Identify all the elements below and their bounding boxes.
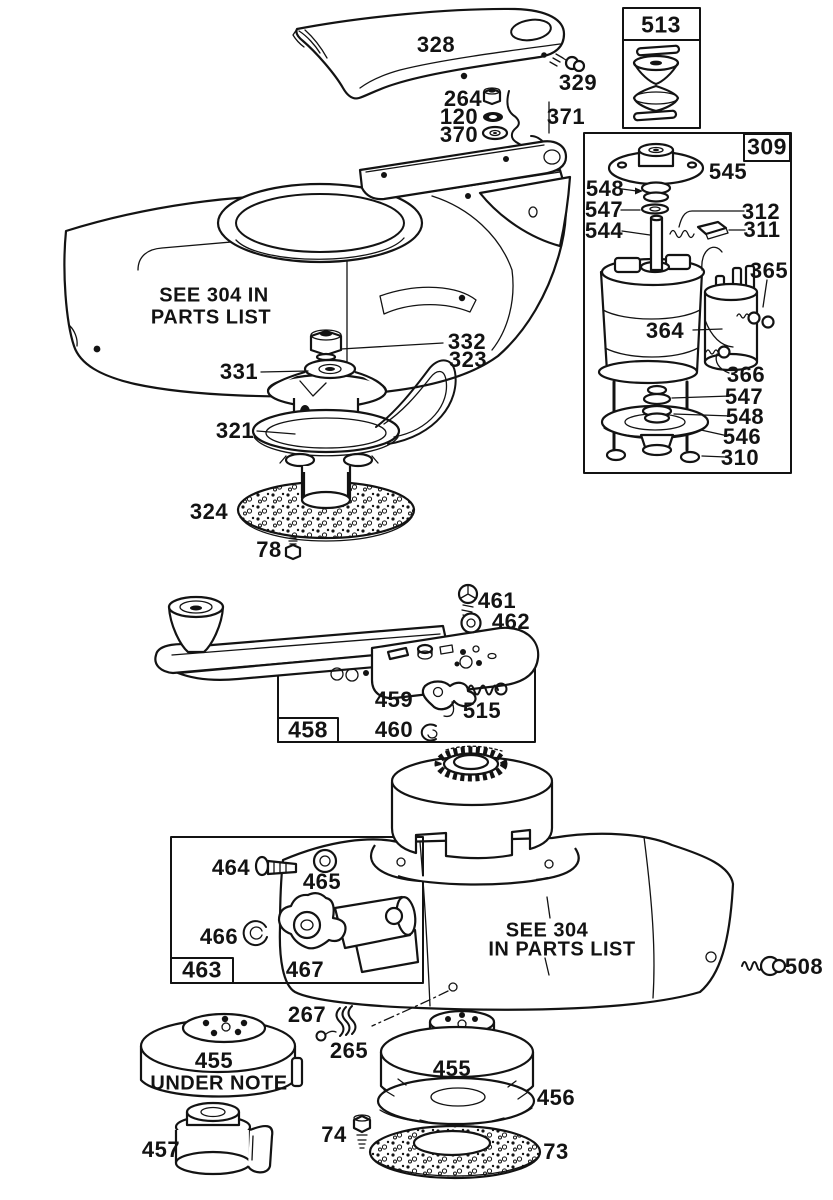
part-label-365: 365 bbox=[749, 258, 789, 283]
part-label-515: 515 bbox=[462, 698, 502, 723]
part-329-screw-drawing bbox=[550, 54, 584, 71]
part-label-462: 462 bbox=[491, 609, 531, 634]
part-label-321: 321 bbox=[215, 418, 255, 443]
part-120-washer-drawing bbox=[483, 112, 503, 122]
part-label-78: 78 bbox=[256, 537, 282, 562]
part-label-311: 311 bbox=[743, 217, 781, 242]
part-label-545: 545 bbox=[708, 159, 748, 184]
part-label-310: 310 bbox=[720, 445, 760, 470]
callout-label-458: 458 bbox=[288, 716, 328, 743]
part-label-265: 265 bbox=[329, 1038, 369, 1063]
part-label-264: 264 bbox=[443, 86, 483, 111]
part-label-456: 456 bbox=[536, 1085, 576, 1110]
part-label-460: 460 bbox=[374, 717, 414, 742]
part-label-328: 328 bbox=[416, 32, 456, 57]
part-label-366: 366 bbox=[726, 362, 766, 387]
part-label-467: 467 bbox=[285, 957, 325, 982]
see-304-note-upper-line2: PARTS LIST bbox=[150, 306, 272, 329]
part-label-455: 455 bbox=[432, 1056, 472, 1081]
part-label-364: 364 bbox=[645, 318, 685, 343]
part-label-74: 74 bbox=[321, 1122, 347, 1147]
part-label-465: 465 bbox=[302, 869, 342, 894]
part-label-371: 371 bbox=[546, 104, 586, 129]
callout-label-513: 513 bbox=[641, 11, 681, 38]
part-label-332: 332 bbox=[447, 329, 487, 354]
see-304-note-lower-line2: IN PARTS LIST bbox=[488, 938, 636, 961]
part-label-331: 331 bbox=[219, 359, 259, 384]
see-304-note-lower-line1: SEE 304 bbox=[505, 919, 589, 942]
part-264-nut-drawing bbox=[484, 88, 500, 104]
part-370-washer-drawing bbox=[483, 127, 507, 139]
part-label-466: 466 bbox=[199, 924, 239, 949]
part-label-459: 459 bbox=[374, 687, 414, 712]
see-304-note-upper-line1: SEE 304 IN bbox=[159, 284, 269, 307]
part-label-544: 544 bbox=[584, 218, 624, 243]
under-note-text: UNDER NOTE bbox=[150, 1072, 288, 1095]
callout-label-463: 463 bbox=[182, 956, 222, 983]
part-label-312: 312 bbox=[741, 199, 781, 224]
part-label-455-under-note: 455 bbox=[194, 1048, 234, 1073]
part-label-461: 461 bbox=[477, 588, 517, 613]
part-label-547-lower: 547 bbox=[724, 384, 764, 409]
part-label-73: 73 bbox=[543, 1139, 569, 1164]
lower-body-drawing bbox=[171, 746, 785, 1026]
part-label-329: 329 bbox=[558, 70, 598, 95]
part-label-370: 370 bbox=[439, 122, 479, 147]
part-label-547-upper: 547 bbox=[584, 197, 624, 222]
part-label-464: 464 bbox=[211, 855, 251, 880]
part-label-548-upper: 548 bbox=[585, 176, 625, 201]
part-label-457: 457 bbox=[141, 1137, 181, 1162]
part-label-508: 508 bbox=[784, 954, 824, 979]
part-label-323: 323 bbox=[448, 347, 488, 372]
part-label-267: 267 bbox=[287, 1002, 327, 1027]
part-label-120: 120 bbox=[439, 104, 479, 129]
part-label-324: 324 bbox=[189, 499, 229, 524]
part-label-546: 546 bbox=[722, 424, 762, 449]
callout-label-309: 309 bbox=[747, 133, 787, 160]
part-label-548-lower: 548 bbox=[725, 404, 765, 429]
